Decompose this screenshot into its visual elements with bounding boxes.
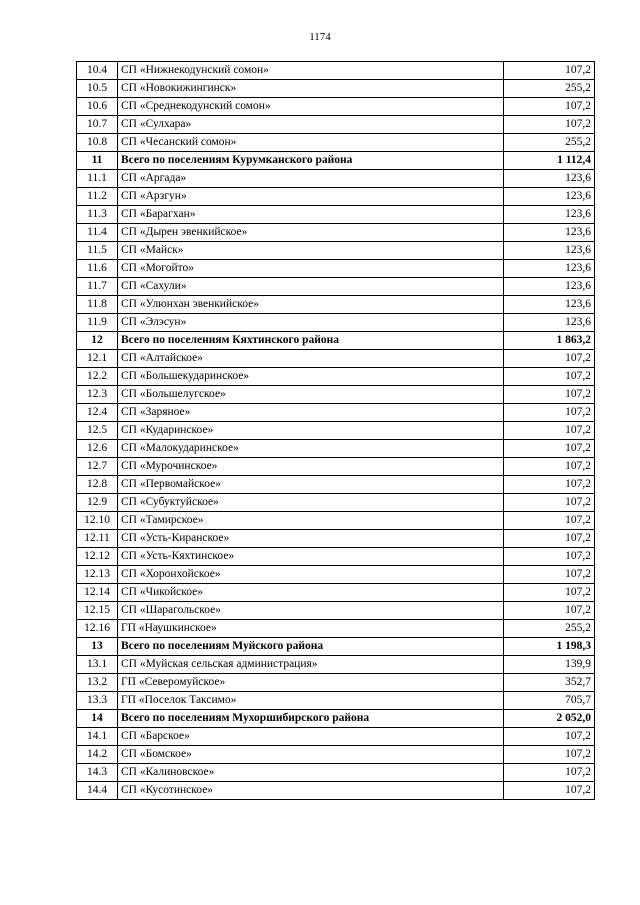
amount-cell: 255,2 bbox=[504, 134, 595, 152]
row-number-cell: 11.9 bbox=[77, 314, 118, 332]
row-number-cell: 10.5 bbox=[77, 80, 118, 98]
amount-cell: 123,6 bbox=[504, 224, 595, 242]
settlement-name-cell: СП «Заряное» bbox=[118, 404, 504, 422]
settlement-name-cell: Всего по поселениям Курумканского района bbox=[118, 152, 504, 170]
table-row bbox=[77, 350, 595, 368]
table-row bbox=[77, 692, 595, 710]
table-row bbox=[77, 242, 595, 260]
amount-cell: 2 052,0 bbox=[504, 710, 595, 728]
amount-cell: 107,2 bbox=[504, 746, 595, 764]
table-row-total bbox=[77, 332, 595, 350]
table-row bbox=[77, 62, 595, 80]
table-row bbox=[77, 134, 595, 152]
settlement-name-cell: СП «Арзгун» bbox=[118, 188, 504, 206]
settlement-name-cell: СП «Большелугское» bbox=[118, 386, 504, 404]
settlement-name-cell: СП «Могойто» bbox=[118, 260, 504, 278]
row-number-cell: 10.8 bbox=[77, 134, 118, 152]
table-row bbox=[77, 296, 595, 314]
settlement-name-cell: СП «Сахули» bbox=[118, 278, 504, 296]
row-number-cell: 11.3 bbox=[77, 206, 118, 224]
table-row bbox=[77, 746, 595, 764]
row-number-cell: 11.5 bbox=[77, 242, 118, 260]
row-number-cell: 12.10 bbox=[77, 512, 118, 530]
table-row bbox=[77, 80, 595, 98]
table-row bbox=[77, 728, 595, 746]
settlement-name-cell: Всего по поселениям Мухоршибирского района bbox=[118, 710, 504, 728]
table-row bbox=[77, 368, 595, 386]
amount-cell: 123,6 bbox=[504, 314, 595, 332]
row-number-cell: 11.7 bbox=[77, 278, 118, 296]
settlement-name-cell: СП «Элэсун» bbox=[118, 314, 504, 332]
amount-cell: 107,2 bbox=[504, 62, 595, 80]
settlement-name-cell: СП «Усть-Кяхтинское» bbox=[118, 548, 504, 566]
row-number-cell: 12.12 bbox=[77, 548, 118, 566]
table-row-total bbox=[77, 710, 595, 728]
row-number-cell: 12.9 bbox=[77, 494, 118, 512]
amount-cell: 1 112,4 bbox=[504, 152, 595, 170]
row-number-cell: 13 bbox=[77, 638, 118, 656]
amount-cell: 107,2 bbox=[504, 422, 595, 440]
settlement-name-cell: СП «Калиновское» bbox=[118, 764, 504, 782]
table-row bbox=[77, 386, 595, 404]
table-row bbox=[77, 548, 595, 566]
table-row bbox=[77, 764, 595, 782]
settlement-name-cell: СП «Первомайское» bbox=[118, 476, 504, 494]
page-number: 1174 bbox=[309, 31, 331, 43]
amount-cell: 107,2 bbox=[504, 728, 595, 746]
table-row bbox=[77, 422, 595, 440]
row-number-cell: 12.15 bbox=[77, 602, 118, 620]
row-number-cell: 12.4 bbox=[77, 404, 118, 422]
table-row bbox=[77, 404, 595, 422]
row-number-cell: 14.3 bbox=[77, 764, 118, 782]
settlement-name-cell: СП «Барское» bbox=[118, 728, 504, 746]
settlement-name-cell: СП «Майск» bbox=[118, 242, 504, 260]
row-number-cell: 11.6 bbox=[77, 260, 118, 278]
row-number-cell: 10.6 bbox=[77, 98, 118, 116]
table-row-total bbox=[77, 638, 595, 656]
settlement-name-cell: СП «Малокударинское» bbox=[118, 440, 504, 458]
table-row bbox=[77, 674, 595, 692]
row-number-cell: 11.4 bbox=[77, 224, 118, 242]
settlement-name-cell: СП «Чикойское» bbox=[118, 584, 504, 602]
table-row bbox=[77, 314, 595, 332]
row-number-cell: 12.7 bbox=[77, 458, 118, 476]
amount-cell: 123,6 bbox=[504, 170, 595, 188]
amount-cell: 107,2 bbox=[504, 494, 595, 512]
amount-cell: 107,2 bbox=[504, 512, 595, 530]
amount-cell: 123,6 bbox=[504, 188, 595, 206]
row-number-cell: 11.2 bbox=[77, 188, 118, 206]
amount-cell: 123,6 bbox=[504, 296, 595, 314]
settlement-name-cell: СП «Большекударинское» bbox=[118, 368, 504, 386]
amount-cell: 107,2 bbox=[504, 350, 595, 368]
settlement-name-cell: СП «Чесанский сомон» bbox=[118, 134, 504, 152]
settlement-name-cell: СП «Улюнхан эвенкийское» bbox=[118, 296, 504, 314]
table-row bbox=[77, 602, 595, 620]
amount-cell: 107,2 bbox=[504, 98, 595, 116]
table-row bbox=[77, 584, 595, 602]
settlement-name-cell: ГП «Северомуйское» bbox=[118, 674, 504, 692]
settlement-name-cell: СП «Бомское» bbox=[118, 746, 504, 764]
row-number-cell: 12.16 bbox=[77, 620, 118, 638]
table-row bbox=[77, 782, 595, 800]
settlement-name-cell: СП «Алтайское» bbox=[118, 350, 504, 368]
amount-cell: 255,2 bbox=[504, 620, 595, 638]
row-number-cell: 12.3 bbox=[77, 386, 118, 404]
row-number-cell: 14.1 bbox=[77, 728, 118, 746]
amount-cell: 107,2 bbox=[504, 404, 595, 422]
settlement-name-cell: СП «Кударинское» bbox=[118, 422, 504, 440]
amount-cell: 139,9 bbox=[504, 656, 595, 674]
amount-cell: 107,2 bbox=[504, 548, 595, 566]
row-number-cell: 10.7 bbox=[77, 116, 118, 134]
table-row bbox=[77, 512, 595, 530]
row-number-cell: 14 bbox=[77, 710, 118, 728]
amount-cell: 107,2 bbox=[504, 386, 595, 404]
row-number-cell: 12 bbox=[77, 332, 118, 350]
settlement-name-cell: СП «Барагхан» bbox=[118, 206, 504, 224]
settlement-name-cell: ГП «Поселок Таксимо» bbox=[118, 692, 504, 710]
settlement-name-cell: СП «Усть-Киранское» bbox=[118, 530, 504, 548]
settlement-name-cell: СП «Среднекодунский сомон» bbox=[118, 98, 504, 116]
settlements-table-container bbox=[76, 61, 594, 800]
settlement-name-cell: Всего по поселениям Кяхтинского района bbox=[118, 332, 504, 350]
row-number-cell: 12.13 bbox=[77, 566, 118, 584]
amount-cell: 107,2 bbox=[504, 476, 595, 494]
table-row bbox=[77, 170, 595, 188]
table-row bbox=[77, 206, 595, 224]
row-number-cell: 11 bbox=[77, 152, 118, 170]
amount-cell: 107,2 bbox=[504, 782, 595, 800]
amount-cell: 352,7 bbox=[504, 674, 595, 692]
row-number-cell: 12.5 bbox=[77, 422, 118, 440]
settlement-name-cell: СП «Тамирское» bbox=[118, 512, 504, 530]
table-row bbox=[77, 260, 595, 278]
amount-cell: 123,6 bbox=[504, 260, 595, 278]
row-number-cell: 13.2 bbox=[77, 674, 118, 692]
amount-cell: 107,2 bbox=[504, 566, 595, 584]
amount-cell: 123,6 bbox=[504, 278, 595, 296]
amount-cell: 107,2 bbox=[504, 458, 595, 476]
row-number-cell: 13.3 bbox=[77, 692, 118, 710]
table-row bbox=[77, 494, 595, 512]
settlement-name-cell: СП «Новокижингинск» bbox=[118, 80, 504, 98]
settlement-name-cell: ГП «Наушкинское» bbox=[118, 620, 504, 638]
table-row bbox=[77, 530, 595, 548]
amount-cell: 107,2 bbox=[504, 116, 595, 134]
amount-cell: 255,2 bbox=[504, 80, 595, 98]
row-number-cell: 12.1 bbox=[77, 350, 118, 368]
amount-cell: 1 198,3 bbox=[504, 638, 595, 656]
settlement-name-cell: Всего по поселениям Муйского района bbox=[118, 638, 504, 656]
table-row bbox=[77, 188, 595, 206]
settlement-name-cell: СП «Хоронхойское» bbox=[118, 566, 504, 584]
table-row bbox=[77, 98, 595, 116]
amount-cell: 107,2 bbox=[504, 584, 595, 602]
settlement-name-cell: СП «Муйская сельская администрация» bbox=[118, 656, 504, 674]
table-row-total bbox=[77, 152, 595, 170]
row-number-cell: 10.4 bbox=[77, 62, 118, 80]
table-row bbox=[77, 656, 595, 674]
amount-cell: 1 863,2 bbox=[504, 332, 595, 350]
table-row bbox=[77, 440, 595, 458]
amount-cell: 705,7 bbox=[504, 692, 595, 710]
settlement-name-cell: СП «Мурочинское» bbox=[118, 458, 504, 476]
row-number-cell: 12.11 bbox=[77, 530, 118, 548]
settlements-table-body bbox=[77, 62, 595, 800]
table-row bbox=[77, 566, 595, 584]
settlement-name-cell: СП «Аргада» bbox=[118, 170, 504, 188]
row-number-cell: 11.8 bbox=[77, 296, 118, 314]
amount-cell: 123,6 bbox=[504, 206, 595, 224]
row-number-cell: 14.4 bbox=[77, 782, 118, 800]
settlement-name-cell: СП «Шарагольское» bbox=[118, 602, 504, 620]
row-number-cell: 12.14 bbox=[77, 584, 118, 602]
amount-cell: 107,2 bbox=[504, 368, 595, 386]
settlement-name-cell: СП «Дырен эвенкийское» bbox=[118, 224, 504, 242]
row-number-cell: 13.1 bbox=[77, 656, 118, 674]
amount-cell: 107,2 bbox=[504, 602, 595, 620]
table-row bbox=[77, 224, 595, 242]
settlement-name-cell: СП «Кусотинское» bbox=[118, 782, 504, 800]
amount-cell: 123,6 bbox=[504, 242, 595, 260]
table-row bbox=[77, 476, 595, 494]
row-number-cell: 11.1 bbox=[77, 170, 118, 188]
row-number-cell: 12.8 bbox=[77, 476, 118, 494]
amount-cell: 107,2 bbox=[504, 530, 595, 548]
settlement-name-cell: СП «Нижнекодунский сомон» bbox=[118, 62, 504, 80]
amount-cell: 107,2 bbox=[504, 764, 595, 782]
table-row bbox=[77, 620, 595, 638]
table-row bbox=[77, 278, 595, 296]
table-row bbox=[77, 458, 595, 476]
amount-cell: 107,2 bbox=[504, 440, 595, 458]
row-number-cell: 14.2 bbox=[77, 746, 118, 764]
row-number-cell: 12.2 bbox=[77, 368, 118, 386]
settlement-name-cell: СП «Сулхара» bbox=[118, 116, 504, 134]
settlement-name-cell: СП «Субуктуйское» bbox=[118, 494, 504, 512]
table-row bbox=[77, 116, 595, 134]
settlements-table bbox=[76, 61, 595, 800]
row-number-cell: 12.6 bbox=[77, 440, 118, 458]
